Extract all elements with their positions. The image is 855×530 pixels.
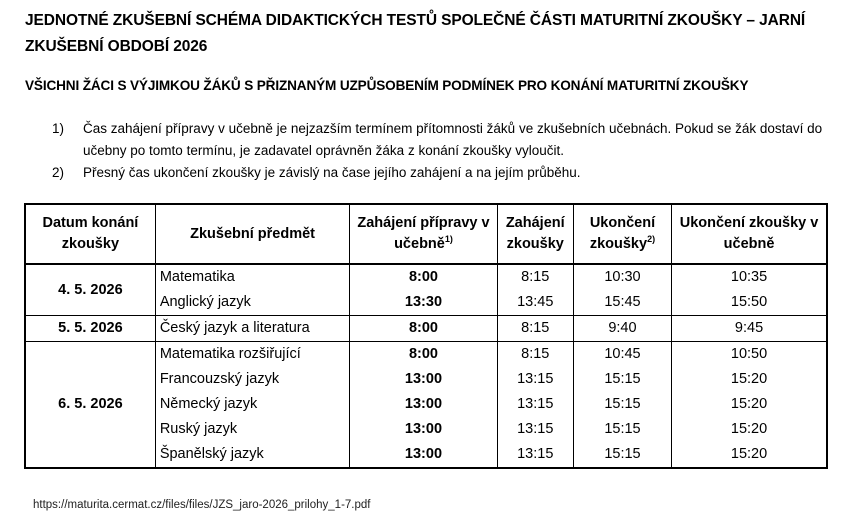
date-cell: 5. 5. 2026: [25, 316, 155, 342]
document-subtitle: VŠICHNI ŽÁCI S VÝJIMKOU ŽÁKŮ S PŘIZNANÝM UZPŮSOBENÍM PODMÍNEK PRO KONÁNÍ MATURITNÍ ZKOUŠKY: [25, 78, 749, 93]
end-time-cell: 15:45: [573, 290, 671, 316]
source-url: https://maturita.cermat.cz/files/files/JZS_jaro-2026_prilohy_1-7.pdf: [33, 499, 371, 511]
prep-time-cell: 8:00: [350, 342, 497, 368]
end-time-cell: 15:15: [573, 367, 671, 392]
prep-time-cell: 13:30: [350, 290, 497, 316]
end-room-time-cell: 10:35: [672, 264, 827, 290]
end-time-cell: 15:15: [573, 417, 671, 442]
header-end: Ukončení zkoušky$^{2)}$: [573, 204, 671, 264]
prep-time-cell: 8:00: [350, 316, 497, 342]
prep-time-cell: 13:00: [350, 417, 497, 442]
end-room-time-cell: 9:45: [672, 316, 827, 342]
prep-time-cell: 13:00: [350, 367, 497, 392]
start-time-cell: 13:15: [497, 392, 573, 417]
table-row: [25, 264, 827, 290]
document-title: JEDNOTNÉ ZKUŠEBNÍ SCHÉMA DIDAKTICKÝCH TESTŮ SPOLEČNÉ ČÁSTI MATURITNÍ ZKOUŠKY – JARNÍ ZKUŠEBNÍ OBDOBÍ 2026: [25, 12, 806, 55]
footnote-marker: 1): [444, 234, 453, 244]
header-start: Zahájení zkoušky: [497, 204, 573, 264]
subject-cell: Ruský jazyk: [155, 417, 349, 442]
start-time-cell: 13:15: [497, 367, 573, 392]
subject-cell: Francouzský jazyk: [155, 367, 349, 392]
end-time-cell: 9:40: [573, 316, 671, 342]
subject-cell: Německý jazyk: [155, 392, 349, 417]
subject-cell: Matematika: [155, 264, 349, 290]
end-room-time-cell: 15:20: [672, 392, 827, 417]
end-room-time-cell: 15:50: [672, 290, 827, 316]
subject-cell: Španělský jazyk: [155, 442, 349, 468]
header-date: Datum konání zkoušky: [25, 204, 155, 264]
exam-schedule-table: [24, 203, 828, 469]
end-time-cell: 10:30: [573, 264, 671, 290]
prep-time-cell: 13:00: [350, 442, 497, 468]
table-row: [25, 316, 827, 342]
notes-list: [52, 118, 827, 184]
footnote-marker: 2): [647, 234, 656, 244]
start-time-cell: 8:15: [497, 316, 573, 342]
date-cell: 4. 5. 2026: [25, 264, 155, 316]
note-item: [52, 118, 827, 162]
prep-time-cell: 13:00: [350, 392, 497, 417]
subject-cell: Anglický jazyk: [155, 290, 349, 316]
date-cell: 6. 5. 2026: [25, 342, 155, 469]
end-room-time-cell: 15:20: [672, 442, 827, 468]
header-subject: Zkušební předmět: [155, 204, 349, 264]
start-time-cell: 8:15: [497, 264, 573, 290]
end-time-cell: 10:45: [573, 342, 671, 368]
start-time-cell: 13:15: [497, 417, 573, 442]
note-number: 2): [52, 165, 65, 180]
note-text: Přesný čas ukončení zkoušky je závislý na čase jejího zahájení a na jejím průběhu.: [83, 165, 581, 180]
end-time-cell: 15:15: [573, 442, 671, 468]
header-end-room: Ukončení zkoušky v učebně: [672, 204, 827, 264]
start-time-cell: 13:45: [497, 290, 573, 316]
header-prep: Zahájení přípravy v učebně$^{1)}$: [350, 204, 497, 264]
table-row: [25, 342, 827, 368]
subject-cell: Matematika rozšiřující: [155, 342, 349, 368]
note-text: Čas zahájení přípravy v učebně je nejzazším termínem přítomnosti žáků ve zkušebních učebnách. Pokud se žák dostaví do učebny po tomto termínu, je zadavatel oprávněn žáka z konání zkoušky vyloučit.: [83, 121, 823, 158]
note-item: [52, 162, 827, 184]
subject-cell: Český jazyk a literatura: [155, 316, 349, 342]
start-time-cell: 13:15: [497, 442, 573, 468]
table-header-row: [25, 204, 827, 264]
end-room-time-cell: 10:50: [672, 342, 827, 368]
start-time-cell: 8:15: [497, 342, 573, 368]
end-time-cell: 15:15: [573, 392, 671, 417]
prep-time-cell: 8:00: [350, 264, 497, 290]
note-number: 1): [52, 121, 65, 136]
end-room-time-cell: 15:20: [672, 367, 827, 392]
end-room-time-cell: 15:20: [672, 417, 827, 442]
